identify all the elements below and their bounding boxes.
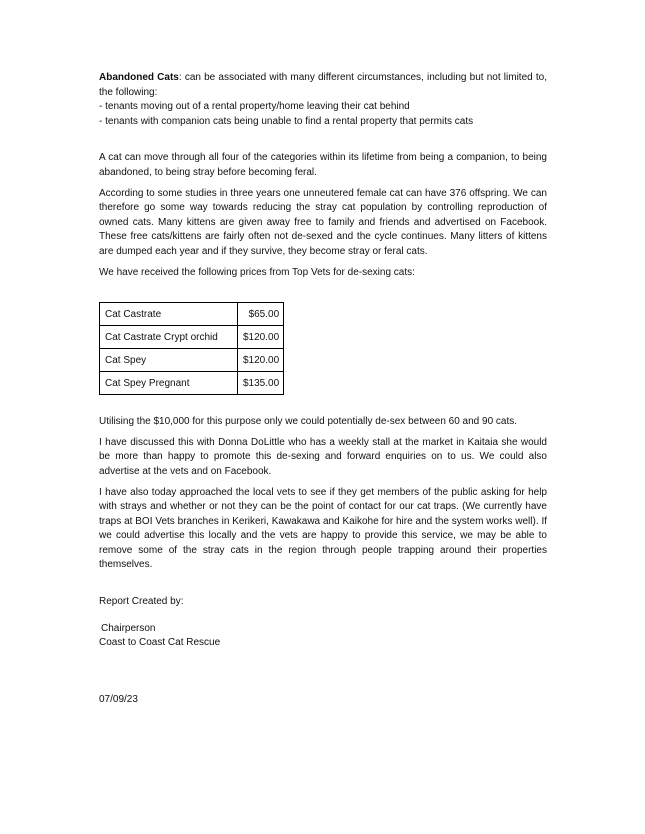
abandoned-cats-intro: : can be associated with many different circumstances, including but not limited to, the following:	[99, 72, 547, 98]
prices-intro-paragraph: We have received the following prices from Top Vets for de-sexing cats:	[99, 266, 415, 278]
abandoned-cats-heading: Abandoned Cats	[99, 72, 179, 83]
report-created-by: Report Created by:	[99, 596, 184, 608]
report-date: 07/09/23	[99, 693, 138, 705]
signatory-organisation: Coast to Coast Cat Rescue	[99, 637, 221, 649]
table-row	[100, 372, 284, 395]
price-table	[99, 302, 284, 395]
price-value-cell: $120.00	[238, 349, 284, 372]
price-item-cell: Cat Castrate Crypt orchid	[100, 326, 238, 349]
price-item-cell: Cat Spey	[100, 349, 238, 372]
signatory-role: Chairperson	[101, 622, 156, 634]
table-row	[100, 326, 284, 349]
local-vets-paragraph: I have also today approached the local vets to see if they get members of the public asking for help with strays and whether or not they can be the point of contact for our cat traps. (We currently have traps at BOI Vets branches in Kerikeri, Kawakawa and Kaikohe for hire and the system works well). If we could advertise this locally and the vets are happy to provide this service, we may be able to remove some of the stray cats in the region through people trapping around their properties themselves.	[99, 486, 547, 571]
table-row	[100, 303, 284, 326]
offspring-paragraph: According to some studies in three years one unneutered female cat can have 376 offspring. We can therefore go some way towards reducing the stray cat population by controlling reproduction of owned cats. Many kittens are given away free to family and friends and advertised on Facebook. These free cats/kittens are fairly often not de-sexed and the cycle continues. Many litters of kittens are dumped each year and if they survive, they become stray or feral cats.	[99, 187, 547, 257]
bullet-item: - tenants moving out of a rental property/home leaving their cat behind	[99, 101, 410, 113]
categories-paragraph: A cat can move through all four of the categories within its lifetime from being a companion, to being abandoned, to being stray before becoming feral.	[99, 152, 547, 178]
price-item-cell: Cat Castrate	[100, 303, 238, 326]
price-value-cell: $65.00	[238, 303, 284, 326]
abandoned-cats-paragraph	[99, 71, 547, 129]
price-value-cell: $120.00	[238, 326, 284, 349]
table-row	[100, 349, 284, 372]
price-item-cell: Cat Spey Pregnant	[100, 372, 238, 395]
donna-paragraph: I have discussed this with Donna DoLittle who has a weekly stall at the market in Kaitaia she would be more than happy to promote this de-sexing and forward enquiries on to us. We could also advertise at the vets and on Facebook.	[99, 436, 547, 477]
utilising-paragraph: Utilising the $10,000 for this purpose only we could potentially de-sex between 60 and 90 cats.	[99, 416, 518, 428]
document-page	[99, 71, 547, 707]
price-value-cell: $135.00	[238, 372, 284, 395]
bullet-item: - tenants with companion cats being unable to find a rental property that permits cats	[99, 115, 474, 127]
